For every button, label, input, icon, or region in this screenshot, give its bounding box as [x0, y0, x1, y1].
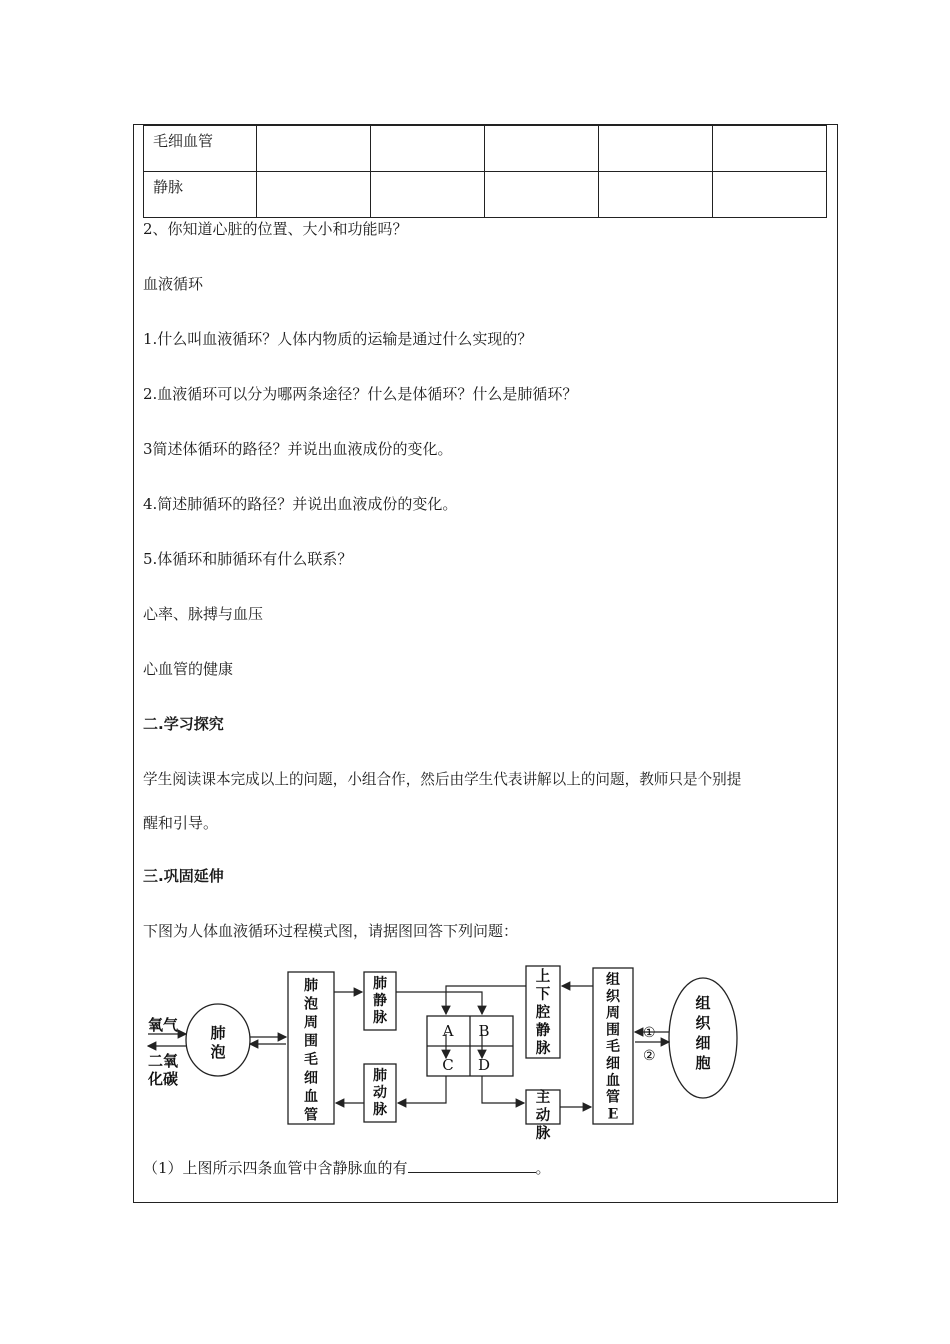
diagram-intro: 下图为人体血液循环过程模式图，请据图回答下列问题： — [143, 922, 519, 940]
pulmonary-vein-label-char: 肺 — [373, 976, 387, 992]
table-row — [144, 172, 827, 218]
question-2: 2.血液循环可以分为哪两条途径？什么是体循环？什么是肺循环？ — [143, 385, 578, 403]
co2-label-2: 化碳 — [148, 1070, 179, 1088]
co2-label-1: 二氧 — [148, 1052, 179, 1070]
tissue-cell-label-char: 组 — [695, 994, 711, 1012]
question-1-prefix: （1）上图所示四条血管中含静脉血的有 — [143, 1159, 408, 1177]
table-cell — [599, 172, 713, 218]
question-1-line — [143, 1156, 551, 1178]
tissue-cell-label-char: 细 — [695, 1034, 711, 1052]
alveolus-label-char: 泡 — [210, 1043, 226, 1061]
aorta-label-char: 脉 — [535, 1125, 551, 1142]
arrow-1-label: ① — [643, 1025, 656, 1041]
pulmonary-artery-label-char: 动 — [373, 1085, 387, 1101]
pulmonary-artery-label-char: 脉 — [373, 1102, 387, 1118]
aorta-label-char: 主 — [535, 1089, 551, 1106]
tissue-capillary-label-char: 毛 — [606, 1039, 620, 1056]
oxygen-label: 氧气 — [148, 1016, 179, 1034]
circulation-diagram — [140, 960, 740, 1142]
alveolar-capillary-label-char: 泡 — [304, 996, 318, 1013]
tissue-capillary-label-char: 围 — [606, 1022, 620, 1039]
answer-blank[interactable] — [408, 1156, 536, 1173]
tissue-capillary-label-char: 管 — [606, 1089, 620, 1106]
table-cell — [485, 172, 599, 218]
aorta-label-char: 动 — [535, 1107, 551, 1124]
chamber-B-label: B — [478, 1022, 490, 1040]
pulmonary-artery-label-char: 肺 — [373, 1068, 387, 1084]
alveolar-capillary-label-char: 毛 — [304, 1052, 318, 1068]
question-3: 3简述体循环的路径？并说出血液成份的变化。 — [143, 440, 453, 458]
table-cell — [371, 172, 485, 218]
table-cell — [257, 126, 371, 172]
vena-cava-label-char: 脉 — [535, 1040, 551, 1057]
topic-pulse: 心率、脉搏与血压 — [143, 605, 264, 623]
question-heart: 2、你知道心脏的位置、大小和功能吗？ — [143, 220, 408, 238]
table-cell — [599, 126, 713, 172]
alveolar-capillary-label-char: 围 — [304, 1033, 318, 1050]
alveolar-capillary-label-char: 周 — [304, 1015, 318, 1031]
table-row — [144, 126, 827, 172]
question-1-suffix: 。 — [535, 1159, 551, 1177]
table-cell — [713, 172, 827, 218]
topic-health: 心血管的健康 — [143, 660, 234, 678]
vena-cava-label-char: 上 — [535, 968, 551, 985]
tissue-capillary-label-char: 血 — [606, 1072, 620, 1089]
tissue-capillary-label-char: 细 — [606, 1056, 620, 1072]
row-label: 毛细血管 — [144, 126, 257, 172]
tissue-capillary-label-char: 组 — [606, 972, 620, 988]
pulmonary-vein-label-char: 静 — [373, 993, 387, 1009]
alveolus-label-char: 肺 — [210, 1024, 226, 1042]
chamber-D-label: D — [477, 1056, 491, 1074]
vena-cava-label-char: 腔 — [535, 1004, 551, 1021]
tissue-capillary-label-char: E — [607, 1106, 619, 1123]
tissue-capillary-label-char: 织 — [606, 988, 620, 1005]
table-cell — [371, 126, 485, 172]
pulmonary-vein-label-char: 脉 — [373, 1010, 387, 1026]
section-circulation: 血液循环 — [143, 275, 204, 293]
table-cell — [713, 126, 827, 172]
alveolar-capillary-label-char: 血 — [304, 1089, 318, 1105]
alveolar-capillary-label-char: 肺 — [304, 978, 318, 994]
section-three-heading: 三.巩固延伸 — [143, 867, 224, 885]
arrow-2-label: ② — [643, 1048, 656, 1064]
chamber-C-label: C — [442, 1056, 454, 1074]
tissue-capillary-label-char: 周 — [606, 1005, 620, 1022]
tissue-cell-label-char: 胞 — [695, 1054, 711, 1072]
tissue-cell-label-char: 织 — [695, 1014, 711, 1032]
paragraph-line-2: 醒和引导。 — [143, 814, 219, 832]
table-cell — [485, 126, 599, 172]
table-cell — [257, 172, 371, 218]
section-two-heading: 二.学习探究 — [143, 715, 224, 733]
vena-cava-label-char: 下 — [535, 986, 551, 1003]
row-label: 静脉 — [144, 172, 257, 218]
alveolar-capillary-label-char: 细 — [304, 1070, 318, 1087]
vessel-table — [143, 125, 827, 218]
question-4: 4.简述肺循环的路径？并说出血液成份的变化。 — [143, 495, 458, 513]
question-1: 1.什么叫血液循环？人体内物质的运输是通过什么实现的？ — [143, 330, 533, 348]
chamber-A-label: A — [442, 1022, 454, 1040]
question-5: 5.体循环和肺循环有什么联系？ — [143, 550, 353, 568]
vena-cava-label-char: 静 — [535, 1022, 551, 1039]
paragraph-line-1: 学生阅读课本完成以上的问题，小组合作，然后由学生代表讲解以上的问题，教师只是个别提 — [143, 771, 742, 788]
alveolar-capillary-label-char: 管 — [304, 1107, 318, 1124]
